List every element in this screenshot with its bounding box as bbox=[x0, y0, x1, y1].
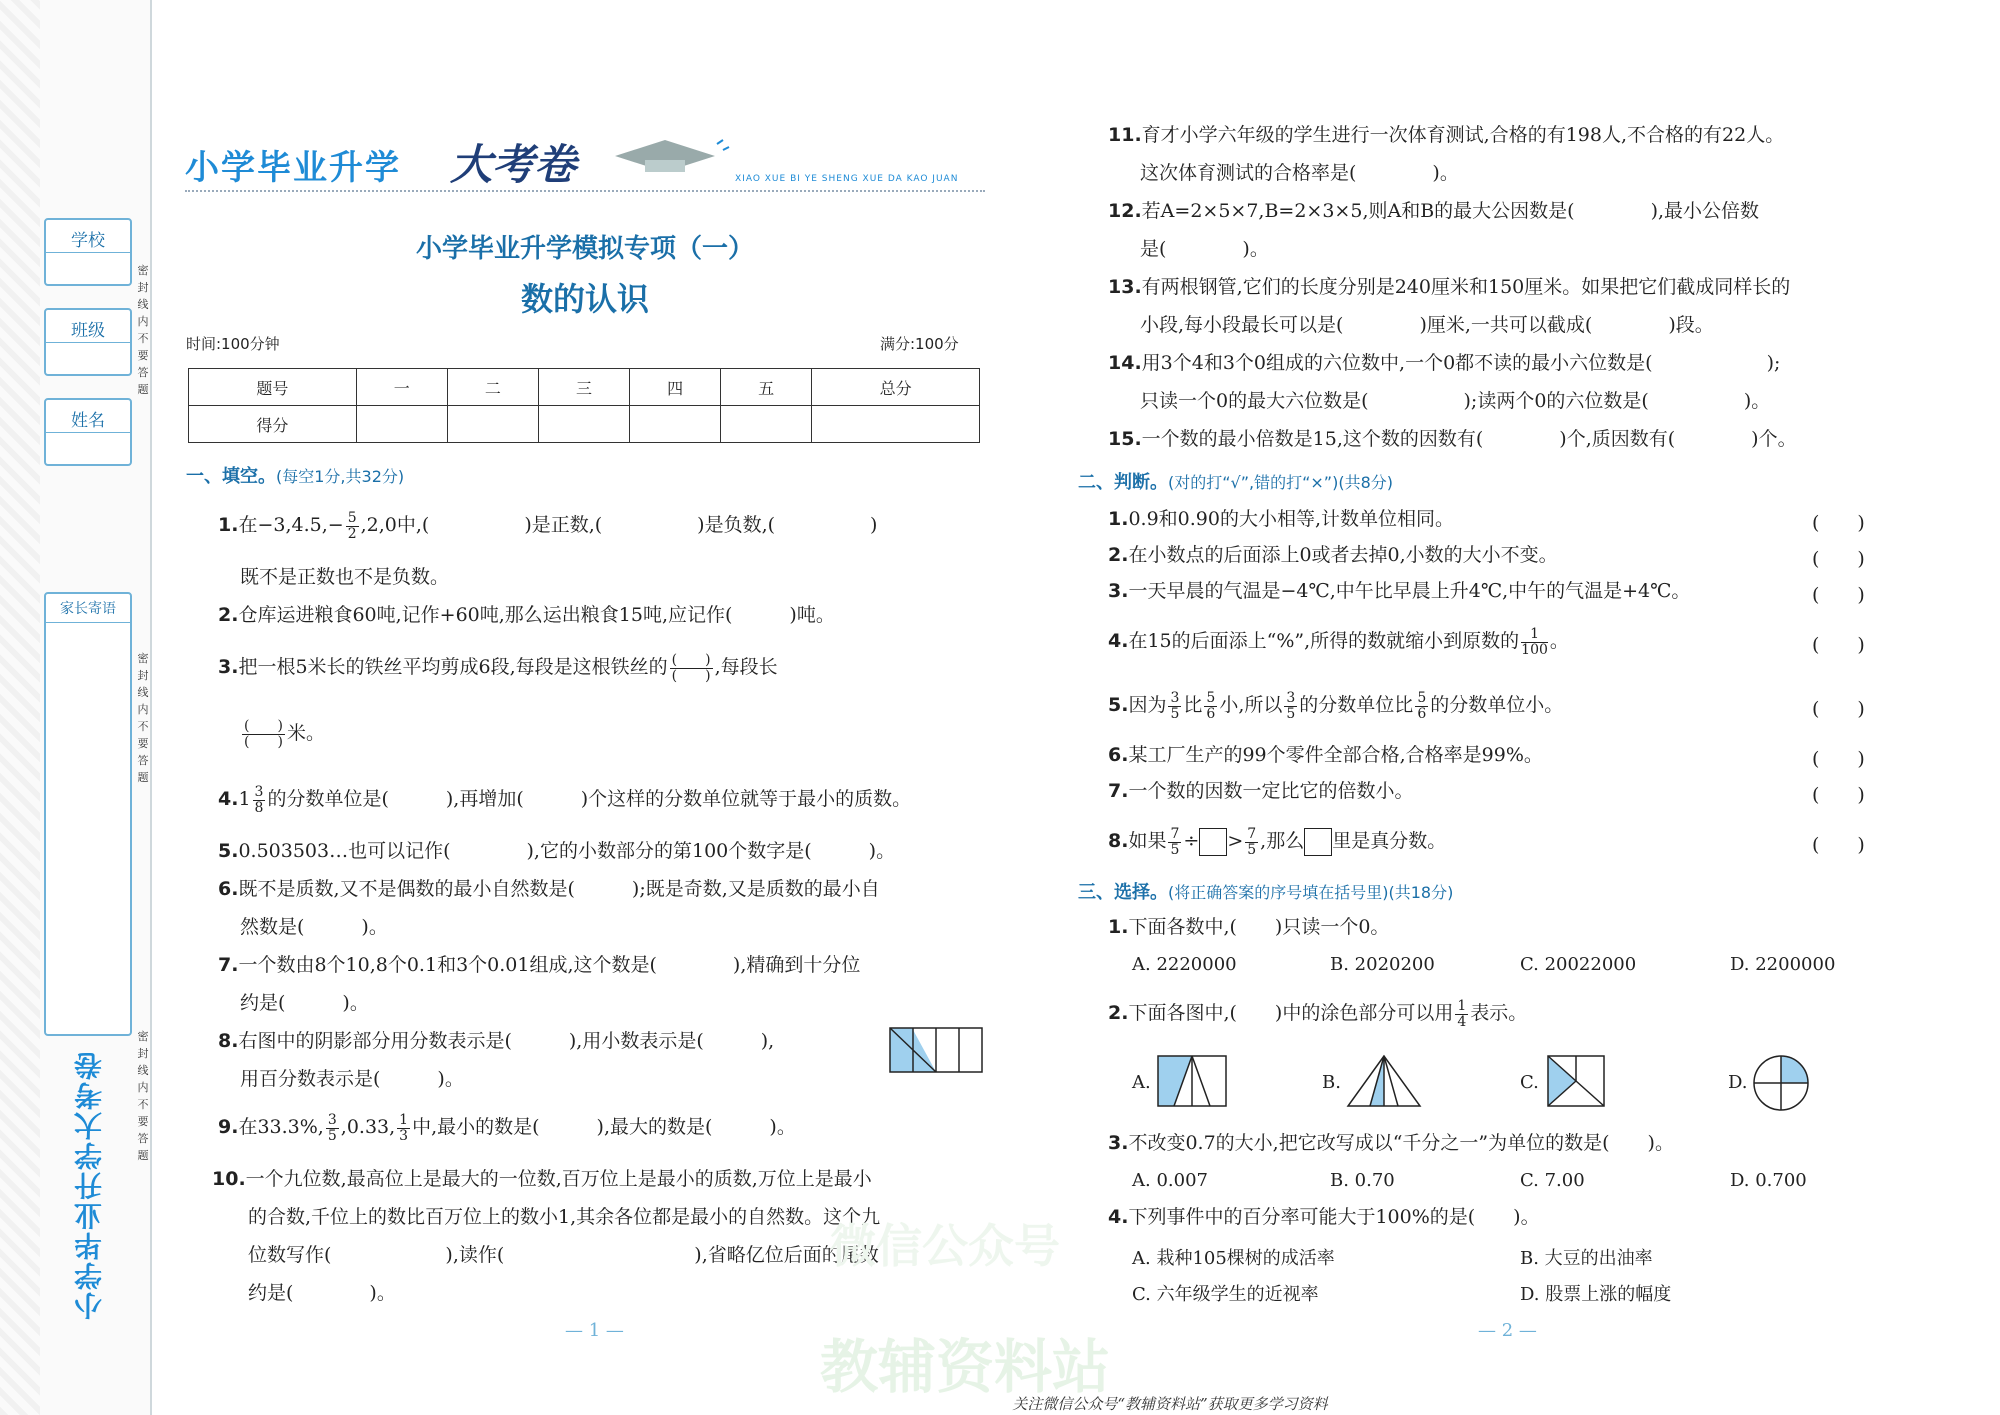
question-3: 3.把一根5米长的铁丝平均剪成6段,每段是这根铁丝的 $\frac{( )}{( )}$ ,每段长 bbox=[218, 651, 778, 684]
fraction: $\frac{( )}{( )}$ bbox=[671, 651, 711, 684]
brand-pinyin: XIAO XUE BI YE SHENG XUE DA KAO JUAN bbox=[735, 174, 959, 184]
question-1-line2: 既不是正数也不是负数。 bbox=[240, 566, 450, 588]
question-1: 1.在−3,4.5,− $\frac{5}{2}$ ,2,0中,( )是正数,( )是负数,( ) bbox=[218, 509, 878, 542]
table-row bbox=[189, 369, 980, 406]
brand-header bbox=[185, 130, 985, 200]
table-header: 四 bbox=[630, 369, 721, 406]
class-field[interactable] bbox=[44, 308, 132, 376]
option-b-triangle-figure[interactable] bbox=[1346, 1054, 1422, 1108]
score-cell[interactable] bbox=[447, 406, 538, 443]
table-header: 五 bbox=[721, 369, 812, 406]
answer-paren[interactable]: ( ) bbox=[1812, 548, 1865, 570]
section2-heading bbox=[1078, 468, 1393, 494]
answer-paren[interactable]: ( ) bbox=[1812, 512, 1865, 534]
answer-paren[interactable]: ( ) bbox=[1812, 748, 1865, 770]
judge-7: 7.一个数的因数一定比它的倍数小。 bbox=[1108, 780, 1414, 802]
table-header: 三 bbox=[538, 369, 629, 406]
question-8-line2: 用百分数表示是( )。 bbox=[240, 1068, 464, 1090]
choice-1-option-d[interactable]: D. 2200000 bbox=[1730, 954, 1836, 975]
graduation-cap-icon bbox=[605, 134, 735, 178]
choice-1-option-b[interactable]: B. 2020200 bbox=[1330, 954, 1435, 975]
score-cell[interactable] bbox=[721, 406, 812, 443]
choice-3-option-d[interactable]: D. 0.700 bbox=[1730, 1170, 1807, 1191]
fraction: $\frac{5}{6}$ bbox=[1206, 689, 1216, 722]
choice-1: 1.下面各数中,( )只读一个0。 bbox=[1108, 916, 1390, 938]
question-6-line2: 然数是( )。 bbox=[240, 916, 388, 938]
judge-5: 5.因为 $\frac{3}{5}$ 比 $\frac{5}{6}$ 小,所以 $\frac{3}{5}$ 的分数单位比 $\frac{5}{6}$ 的分数单位小。 bbox=[1108, 689, 1564, 722]
answer-paren[interactable]: ( ) bbox=[1812, 584, 1865, 606]
fraction: $\frac{3}{8}$ bbox=[254, 783, 264, 816]
judge-4: 4.在15的后面添上“%”,所得的数就缩小到原数的 $\frac{1}{100}$ 。 bbox=[1108, 625, 1569, 658]
judge-3: 3.一天早晨的气温是−4℃,中午比早晨上升4℃,中午的气温是+4℃。 bbox=[1108, 580, 1691, 602]
question-11: 11.育才小学六年级的学生进行一次体育测试,合格的有198人,不合格的有22人。 bbox=[1108, 124, 1785, 146]
option-a-rectangle-figure[interactable] bbox=[1156, 1054, 1228, 1108]
choice-1-option-a[interactable]: A. 2220000 bbox=[1132, 954, 1237, 975]
fraction: $\frac{7}{5}$ bbox=[1247, 825, 1257, 858]
name-label: 姓名 bbox=[71, 411, 105, 431]
score-table bbox=[188, 368, 980, 443]
judge-2: 2.在小数点的后面添上0或者去掉0,小数的大小不变。 bbox=[1108, 544, 1558, 566]
question-8: 8.右图中的阴影部分用分数表示是( ),用小数表示是( ), bbox=[218, 1030, 775, 1052]
table-header: 总分 bbox=[812, 369, 980, 406]
section1-heading bbox=[186, 462, 404, 488]
judge-1: 1.0.9和0.90的大小相等,计数单位相同。 bbox=[1108, 508, 1455, 530]
choice-2-option-a[interactable]: A. bbox=[1132, 1072, 1151, 1093]
question-14: 14.用3个4和3个0组成的六位数中,一个0都不读的最小六位数是( ); bbox=[1108, 352, 1781, 374]
section2-title: 二、判断。 bbox=[1078, 472, 1168, 493]
binding-sidebar bbox=[0, 0, 152, 1415]
fraction: $\frac{1}{100}$ bbox=[1521, 625, 1548, 658]
brand-name: 小学毕业升学 bbox=[185, 148, 401, 188]
fraction: $\frac{3}{5}$ bbox=[327, 1111, 337, 1144]
question-7-line2: 约是( )。 bbox=[240, 992, 369, 1014]
question-10: 10.一个九位数,最高位上是最大的一位数,百万位上是最小的质数,万位上是最小 bbox=[212, 1168, 872, 1190]
option-d-circle-figure[interactable] bbox=[1752, 1054, 1810, 1112]
table-row bbox=[189, 406, 980, 443]
choice-2-option-b[interactable]: B. bbox=[1322, 1072, 1341, 1093]
paper-title: 小学毕业升学模拟专项（一） bbox=[415, 234, 754, 264]
watermark-line2: 教辅资料站 bbox=[820, 1333, 1111, 1401]
table-header: 题号 bbox=[189, 369, 357, 406]
blank-box bbox=[1304, 828, 1332, 856]
watermark-line1: 微信公众号 bbox=[830, 1219, 1060, 1273]
school-label: 学校 bbox=[71, 231, 105, 251]
choice-2: 2.下面各图中,( )中的涂色部分可以用 $\frac{1}{4}$ 表示。 bbox=[1108, 997, 1528, 1030]
fraction: $\frac{1}{4}$ bbox=[1457, 997, 1467, 1030]
choice-4-option-c[interactable]: C. 六年级学生的近视率 bbox=[1132, 1284, 1319, 1305]
choice-1-option-c[interactable]: C. 20022000 bbox=[1520, 954, 1637, 975]
fraction: $\frac{( )}{( )}$ bbox=[244, 717, 283, 750]
question-7: 7.一个数由8个10,8个0.1和3个0.01组成,这个数是( ),精确到十分位 bbox=[218, 954, 861, 976]
question-2: 2.仓库运进粮食60吨,记作+60吨,那么运出粮食15吨,应记作( )吨。 bbox=[218, 604, 835, 626]
table-header: 一 bbox=[356, 369, 447, 406]
question-10-line2: 的合数,千位上的数比百万位上的数小1,其余各位都是最小的自然数。这个九 bbox=[248, 1206, 881, 1228]
answer-paren[interactable]: ( ) bbox=[1812, 698, 1865, 720]
fraction: $\frac{3}{5}$ bbox=[1286, 689, 1296, 722]
answer-paren[interactable]: ( ) bbox=[1812, 834, 1865, 856]
fraction: $\frac{3}{5}$ bbox=[1170, 689, 1180, 722]
choice-3-option-b[interactable]: B. 0.70 bbox=[1330, 1170, 1395, 1191]
question-12-line2: 是( )。 bbox=[1140, 238, 1269, 260]
answer-paren[interactable]: ( ) bbox=[1812, 634, 1865, 656]
q8-shaded-rectangle-figure bbox=[888, 1026, 984, 1074]
question-10-line3: 位数写作( ),读作( ),省略亿位后面的尾数 bbox=[248, 1244, 879, 1266]
seal-text-2: 密封线内不要答题 bbox=[137, 652, 149, 784]
fraction: $\frac{5}{2}$ bbox=[347, 509, 357, 542]
brand-big: 大考卷 bbox=[450, 140, 577, 189]
seal-text-1: 密封线内不要答题 bbox=[137, 264, 149, 396]
choice-3-option-c[interactable]: C. 7.00 bbox=[1520, 1170, 1585, 1191]
section1-note: (每空1分,共32分) bbox=[276, 467, 405, 486]
question-3-line2: $\frac{( )}{( )}$ 米。 bbox=[244, 717, 325, 750]
choice-4-option-a[interactable]: A. 栽种105棵树的成活率 bbox=[1132, 1248, 1335, 1269]
seal-text-3: 密封线内不要答题 bbox=[137, 1030, 149, 1162]
choice-3: 3.不改变0.7的大小,把它改写成以“千分之一”为单位的数是( )。 bbox=[1108, 1132, 1674, 1154]
answer-paren[interactable]: ( ) bbox=[1812, 784, 1865, 806]
score-cell[interactable] bbox=[630, 406, 721, 443]
vertical-brand: 小学毕业升学大考卷 bbox=[73, 1050, 106, 1320]
question-4: 4.1 $\frac{3}{8}$ 的分数单位是( ),再增加( )个这样的分数单位就等于最小的质数。 bbox=[218, 783, 912, 816]
question-10-line4: 约是( )。 bbox=[248, 1282, 396, 1304]
score-cell[interactable] bbox=[538, 406, 629, 443]
table-header: 二 bbox=[447, 369, 538, 406]
choice-4-option-d[interactable]: D. 股票上涨的幅度 bbox=[1520, 1284, 1672, 1305]
doodle-pattern bbox=[0, 0, 40, 1415]
section3-title: 三、选择。 bbox=[1078, 882, 1168, 903]
question-5: 5.0.503503…也可以记作( ),它的小数部分的第100个数字是( )。 bbox=[218, 840, 896, 862]
judge-8: 8.如果 $\frac{7}{5}$ ÷ > $\frac{7}{5}$ ,那么 里是真分数。 bbox=[1108, 825, 1447, 858]
choice-2-option-c[interactable]: C. bbox=[1520, 1072, 1539, 1093]
choice-2-option-d[interactable]: D. bbox=[1728, 1072, 1748, 1093]
fraction: $\frac{1}{3}$ bbox=[399, 1111, 409, 1144]
question-15: 15.一个数的最小倍数是15,这个数的因数有( )个,质因数有( )个。 bbox=[1108, 428, 1797, 450]
footer-note: 关注微信公众号“教辅资料站”获取更多学习资料 bbox=[1012, 1395, 1328, 1413]
question-12: 12.若A=2×5×7,B=2×3×5,则A和B的最大公因数是( ),最小公倍数 bbox=[1108, 200, 1760, 222]
blank-box bbox=[1199, 828, 1227, 856]
paper-subtitle: 数的认识 bbox=[520, 280, 649, 318]
name-field[interactable] bbox=[44, 398, 132, 466]
choice-3-option-a[interactable]: A. 0.007 bbox=[1132, 1170, 1208, 1191]
question-9: 9.在33.3%, $\frac{3}{5}$ ,0.33, $\frac{1}{3}$ 中,最小的数是( ),最大的数是( )。 bbox=[218, 1111, 796, 1144]
class-label: 班级 bbox=[71, 321, 105, 341]
full-score: 满分:100分 bbox=[880, 335, 959, 353]
fraction: $\frac{5}{6}$ bbox=[1417, 689, 1427, 722]
parent-message-label: 家长寄语 bbox=[60, 601, 116, 617]
score-row-label: 得分 bbox=[189, 406, 357, 443]
fraction: $\frac{7}{5}$ bbox=[1170, 825, 1180, 858]
question-14-line2: 只读一个0的最大六位数是( );读两个0的六位数是( )。 bbox=[1140, 390, 1771, 412]
time-limit: 时间:100分钟 bbox=[186, 335, 280, 353]
question-11-line2: 这次体育测试的合格率是( )。 bbox=[1140, 162, 1459, 184]
section1-title: 一、填空。 bbox=[186, 466, 276, 487]
judge-6: 6.某工厂生产的99个零件全部合格,合格率是99%。 bbox=[1108, 744, 1543, 766]
question-13: 13.有两根钢管,它们的长度分别是240厘米和150厘米。如果把它们截成同样长的 bbox=[1108, 276, 1791, 298]
section2-note: (对的打“√”,错的打“×”)(共8分) bbox=[1168, 473, 1393, 492]
page-number-2: — 2 — bbox=[1478, 1320, 1537, 1341]
school-field[interactable] bbox=[44, 218, 132, 286]
question-6: 6.既不是质数,又不是偶数的最小自然数是( );既是奇数,又是质数的最小自 bbox=[218, 878, 880, 900]
option-c-square-figure[interactable] bbox=[1546, 1054, 1606, 1108]
section3-heading bbox=[1078, 878, 1453, 904]
page-number-1: — 1 — bbox=[565, 1320, 624, 1341]
choice-4: 4.下列事件中的百分率可能大于100%的是( )。 bbox=[1108, 1206, 1540, 1228]
choice-4-option-b[interactable]: B. 大豆的出油率 bbox=[1520, 1248, 1653, 1269]
parent-message-box[interactable] bbox=[44, 592, 132, 1036]
score-cell[interactable] bbox=[812, 406, 980, 443]
question-13-line2: 小段,每小段最长可以是( )厘米,一共可以截成( )段。 bbox=[1140, 314, 1714, 336]
section3-note: (将正确答案的序号填在括号里)(共18分) bbox=[1168, 883, 1454, 902]
score-cell[interactable] bbox=[356, 406, 447, 443]
